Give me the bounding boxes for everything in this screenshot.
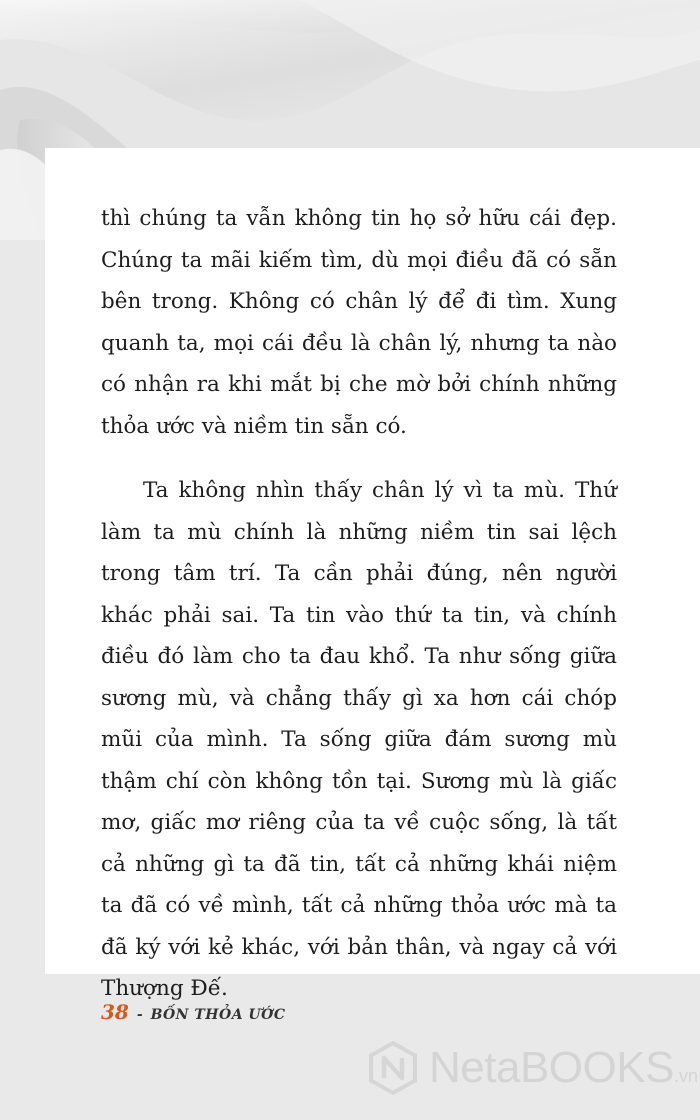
- page-footer: [101, 1000, 285, 1030]
- watermark-domain: .vn: [673, 1066, 698, 1086]
- watermark: [365, 1040, 698, 1096]
- paragraph: thì chúng ta vẫn không tin họ sở hữu cái đẹp. Chúng ta mãi kiếm tìm, dù mọi điều đã có sẵn bên trong. Không có chân lý để đi tìm. Xung quanh ta, mọi cái đều là chân lý, nhưng ta nào có nhận ra khi mắt bị che mờ bởi chính những thỏa ước và niềm tin sẵn có.: [101, 206, 617, 439]
- body-text: [101, 198, 617, 1010]
- watermark-brand: NetaBOOKS: [429, 1043, 674, 1092]
- paragraph: Ta không nhìn thấy chân lý vì ta mù. Thứ làm ta mù chính là những niềm tin sai lệch trong tâm trí. Ta cần phải đúng, nên người khác phải sai. Ta tin vào thứ ta tin, và chính điều đó làm cho ta đau khổ. Ta như sống giữa sương mù, và chẳng thấy gì xa hơn cái chóp mũi của mình. Ta sống giữa đám sương mù thậm chí còn không tồn tại. Sương mù là giấc mơ, giấc mơ riêng của ta về cuộc sống, là tất cả những gì ta đã tin, tất cả những khái niệm ta đã có về mình, tất cả những thỏa ước mà ta đã ký với kẻ khác, với bản thân, và ngay cả với Thượng Đế.: [101, 478, 617, 1001]
- netabooks-logo-icon: [365, 1040, 421, 1096]
- watermark-text: [429, 1043, 698, 1092]
- book-title: BỐN THỎA ƯỚC: [150, 1007, 286, 1023]
- page-number: 38: [101, 1000, 129, 1024]
- footer-separator: -: [136, 1007, 143, 1023]
